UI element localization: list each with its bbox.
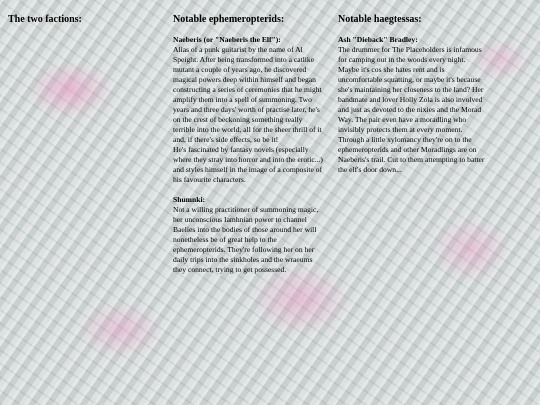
entry-paragraph: Alias of a punk guitarist by the name of Al Speight. After being transformed into a catlike mutant a couple of years ago, he discovered magical powers deep within himself and began constructing a series of ceremonies that he might amplify them into a spell of summoning. Two years and three days' worth of practise later, he's on the crest of beckoning something really terrible into the world, all for the sheer thrill of it and, if there's side effects, so be it! — [173, 45, 322, 144]
entry-name: Naeberis (or "Naeberis the Elf"): — [173, 35, 281, 44]
haegtessas-column — [338, 14, 488, 185]
ephemeropterids-heading: Notable ephemeropterids: — [173, 14, 285, 25]
haegtessas-heading: Notable haegtessas: — [338, 14, 422, 25]
entry-paragraph: Not a willing practitioner of summoning magic, her unconscious Iamhnian power to channel Baelies into the bodies of those around her will nonetheless be of great help to the ephemeropterids. They're following her on her daily trips into the sinkholes and the wraeums they connect, trying to get possessed. — [173, 205, 319, 274]
entry-shumnki — [173, 195, 323, 275]
factions-column — [8, 14, 158, 35]
entry-naeberis — [173, 35, 323, 185]
entry-name: Ash "Dieback" Bradley: — [338, 35, 418, 44]
entry-paragraph: He's fascinated by fantasy novels (especially where they stray into horror and into the erotic...) and styles himself in the image of a composite of his favourite characters. — [173, 145, 323, 184]
factions-heading: The two factions: — [8, 14, 82, 25]
entry-name: Shumnki: — [173, 195, 206, 204]
entry-paragraph: The drummer for The Placeholders is infamous for camping out in the woods every night. Maybe it's cos she hates rent and is uncomfortable squatting, or maybe it's because she's maintaining her closeness to the land? Her bandmate and lover Holly Zola is also involved and just as devoted to the nixies and the Morad Way. The pair even have a moradling who invisibly protects them at every moment. Through a little xylomancy they're on to the ephemeropterids and other Moradlings are on Naeberis's trail. Cut to them attempting to batter the elf's door down... — [338, 45, 485, 174]
ephemeropterids-column — [173, 14, 323, 285]
entry-ash-bradley — [338, 35, 488, 175]
